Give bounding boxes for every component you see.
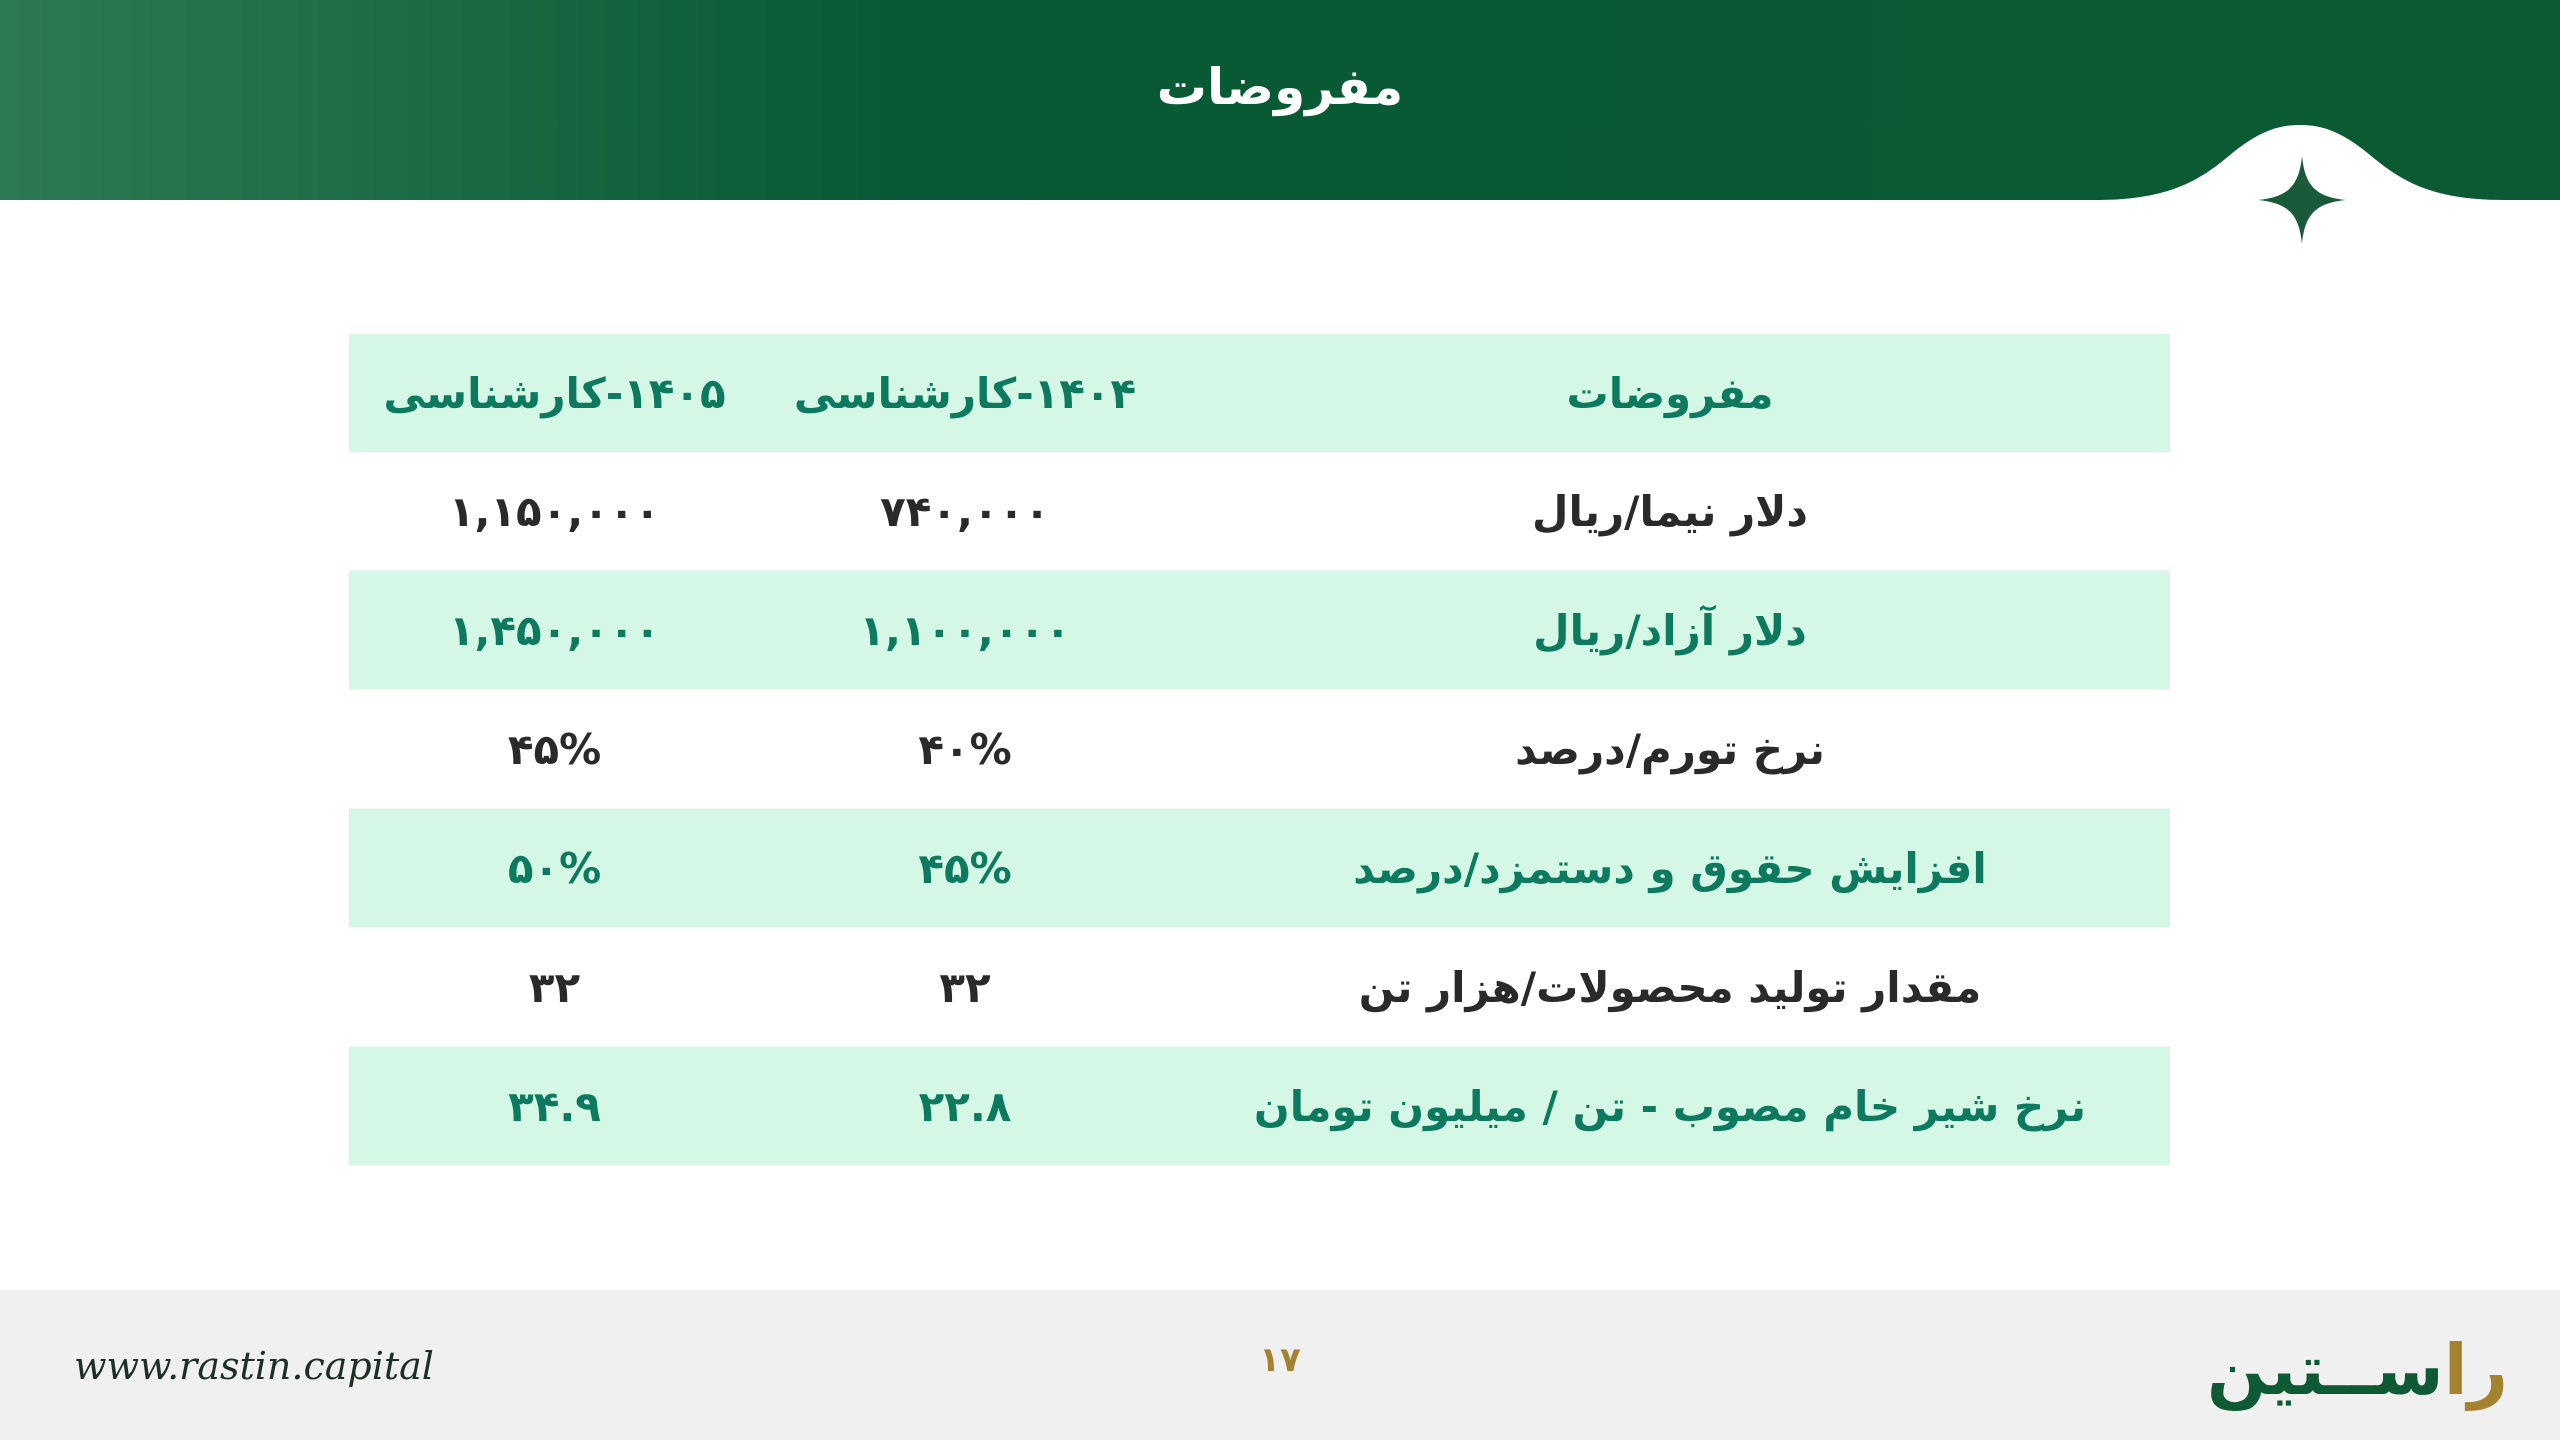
row-label: دلار آزاد/ریال — [1170, 571, 2170, 690]
value-1404: ۷۴۰,۰۰۰ — [760, 452, 1170, 571]
table-row — [349, 1047, 2170, 1166]
value-1404: ۲۲.۸ — [760, 1047, 1170, 1166]
table-row — [349, 571, 2170, 690]
value-1405: ۱,۱۵۰,۰۰۰ — [349, 452, 760, 571]
website-link[interactable]: www.rastin.capital — [74, 1344, 434, 1388]
value-1404: ۴۵% — [760, 809, 1170, 928]
row-label: نرخ شیر خام مصوب - تن / میلیون تومان — [1170, 1047, 2170, 1166]
page-title: مفروضات — [1156, 58, 1404, 116]
value-1405: ۱,۴۵۰,۰۰۰ — [349, 571, 760, 690]
value-1405: ۴۵% — [349, 690, 760, 809]
value-1405: ۵۰% — [349, 809, 760, 928]
assumptions-table — [349, 334, 2170, 1165]
table-row — [349, 452, 2170, 571]
rastin-logo — [2206, 1320, 2508, 1420]
page-number: ۱۷ — [1259, 1340, 1301, 1380]
table-row — [349, 928, 2170, 1047]
logo-part-green: ســتین — [2206, 1329, 2444, 1411]
logo-wordmark — [2207, 1320, 2508, 1420]
value-1404: ۴۰% — [760, 690, 1170, 809]
row-label: دلار نیما/ریال — [1170, 452, 2170, 571]
table-header-row — [349, 334, 2170, 452]
row-label: افزایش حقوق و دستمزد/درصد — [1170, 809, 2170, 928]
value-1404: ۱,۱۰۰,۰۰۰ — [760, 571, 1170, 690]
row-label: مقدار تولید محصولات/هزار تن — [1170, 928, 2170, 1047]
assumptions-table-container — [349, 334, 2170, 1165]
logo-part-gold: را — [2443, 1329, 2508, 1411]
table-row — [349, 809, 2170, 928]
header-assumptions: مفروضات — [1170, 334, 2170, 452]
slide-header — [0, 0, 2560, 200]
value-1404: ۳۲ — [760, 928, 1170, 1047]
slide-footer — [0, 1290, 2560, 1440]
row-label: نرخ تورم/درصد — [1170, 690, 2170, 809]
sparkle-star-icon — [2258, 156, 2346, 244]
header-1404-expert: ۱۴۰۴-کارشناسی — [760, 334, 1170, 452]
value-1405: ۳۲ — [349, 928, 760, 1047]
table-row — [349, 690, 2170, 809]
header-1405-expert: ۱۴۰۵-کارشناسی — [349, 334, 760, 452]
value-1405: ۳۴.۹ — [349, 1047, 760, 1166]
